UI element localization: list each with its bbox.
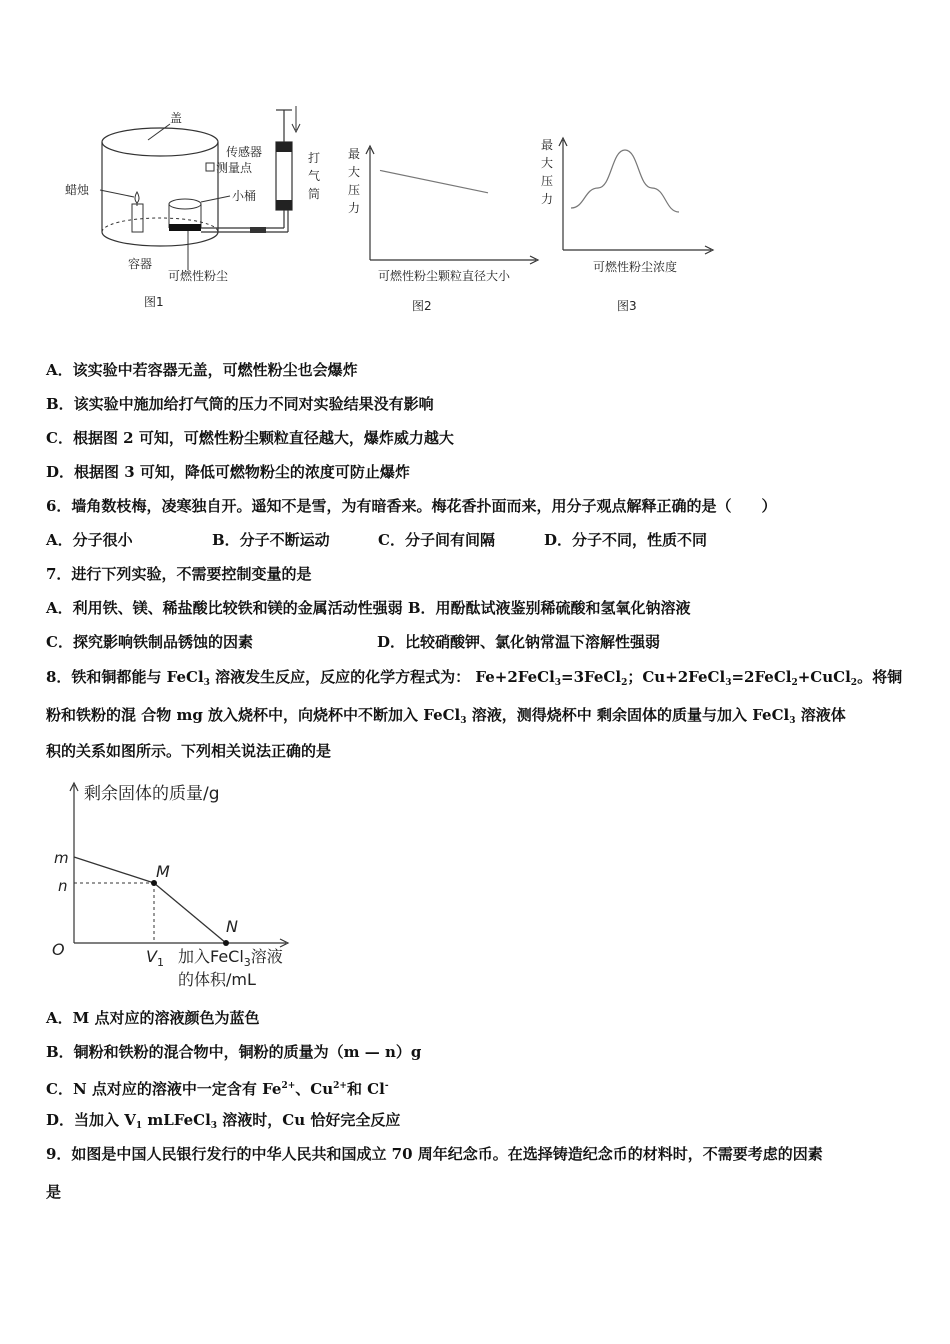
q7-option-c: C．探究影响铁制品锈蚀的因素 bbox=[46, 633, 253, 651]
q8-graph-segment-1 bbox=[74, 857, 154, 883]
q8-graph-v1-letter: V bbox=[146, 947, 157, 966]
q8-graph-ylabel: 剩余固体的质量/g bbox=[84, 784, 220, 804]
subscript: 3 bbox=[210, 1121, 218, 1131]
q8-graph-n-label: n bbox=[58, 877, 68, 895]
pump-label-2: 气 bbox=[308, 169, 321, 183]
superscript: - bbox=[384, 1081, 389, 1091]
figure-1-apparatus bbox=[60, 100, 340, 320]
q8-graph-xlabel-1 bbox=[178, 947, 283, 969]
sensor-label: 传感器 bbox=[226, 145, 263, 159]
fig3-ylabel-4: 力 bbox=[541, 192, 554, 206]
q6-option-d: D．分子不同，性质不同 bbox=[544, 531, 708, 549]
q8-option-c-text: 和 Cl bbox=[346, 1080, 385, 1098]
q9-stem-line-2: 是 bbox=[46, 1183, 62, 1201]
subscript: 3 bbox=[203, 678, 210, 688]
candle-label: 蜡烛 bbox=[65, 183, 90, 197]
q8-text: 溶液，测得烧杯中 剩余固体的质量与加入 FeCl bbox=[466, 706, 790, 724]
lid-label: 盖 bbox=[170, 111, 183, 125]
q8-graph-m-label: m bbox=[54, 849, 69, 867]
q8-stem-line-3: 积的关系如图所示。下列相关说法正确的是 bbox=[46, 742, 332, 760]
q8-graph-xlabel-1a: 加入FeCl bbox=[178, 947, 244, 966]
q8-text: =2FeCl bbox=[731, 668, 792, 686]
subscript: 3 bbox=[725, 678, 732, 688]
subscript: 2 bbox=[850, 678, 858, 688]
q6-option-a: A．分子很小 bbox=[46, 531, 133, 549]
fig2-ylabel-1: 最 bbox=[348, 147, 361, 161]
fig2-ylabel-2: 大 bbox=[348, 165, 361, 179]
q8-option-d-text: D．当加入 V bbox=[46, 1111, 136, 1129]
figure-1-caption: 图1 bbox=[144, 295, 164, 309]
q8-text: 溶液体 bbox=[795, 706, 846, 724]
fig2-xlabel: 可燃性粉尘颗粒直径大小 bbox=[378, 269, 511, 283]
q8-option-c-text: 、Cu bbox=[295, 1080, 334, 1098]
q7-options-ab: A．利用铁、镁、稀盐酸比较铁和镁的金属活动性强弱 B．用酚酞试液鉴别稀硫酸和氢氧化钠溶液 bbox=[46, 599, 691, 617]
q8-stem-line-1 bbox=[46, 667, 902, 693]
q8-graph-xlabel-2: 的体积/mL bbox=[178, 970, 256, 989]
figure-3-chart bbox=[535, 135, 715, 320]
q8-text: 。将铜 bbox=[857, 668, 903, 686]
q8-option-d bbox=[46, 1110, 400, 1136]
q8-text: 8．铁和铜都能与 FeCl bbox=[46, 668, 204, 686]
subscript: 3 bbox=[460, 716, 467, 726]
measure-point-label: 测量点 bbox=[216, 161, 253, 175]
q8-graph-xlabel-subscript: 3 bbox=[243, 956, 251, 969]
q8-option-b: B．铜粉和铁粉的混合物中，铜粉的质量为（m — n）g bbox=[46, 1043, 422, 1061]
fig2-series-line bbox=[380, 170, 488, 192]
fig2-ylabel-3: 压 bbox=[348, 183, 361, 197]
q9-stem-line-1: 9．如图是中国人民银行发行的中华人民共和国成立 70 周年纪念币。在选择铸造纪念币的材料时，不需要考虑的因素 bbox=[46, 1145, 823, 1163]
q7-option-d: D．比较硝酸钾、氯化钠常温下溶解性强弱 bbox=[377, 633, 661, 651]
bucket-label: 小桶 bbox=[232, 189, 257, 203]
subscript: 1 bbox=[135, 1121, 143, 1131]
container-top bbox=[102, 128, 218, 156]
superscript: 2+ bbox=[281, 1081, 296, 1091]
q8-option-a: A．M 点对应的溶液颜色为蓝色 bbox=[46, 1009, 260, 1027]
fig3-ylabel-1: 最 bbox=[541, 138, 554, 152]
figure-2-caption: 图2 bbox=[412, 299, 432, 313]
q8-graph-xlabel-1b: 溶液 bbox=[250, 947, 283, 966]
pump-label-3: 筒 bbox=[308, 187, 321, 201]
q7-options-cd bbox=[46, 632, 660, 652]
subscript: 3 bbox=[554, 678, 562, 688]
q6-stem: 6．墙角数枝梅，凌寒独自开。遥知不是雪，为有暗香来。梅花香扑面而来，用分子观点解释正确的是（ ） bbox=[46, 497, 777, 515]
q8-graph-segment-2 bbox=[154, 883, 226, 943]
fig2-ylabel-4: 力 bbox=[348, 201, 361, 215]
q8-graph-point-N-label: N bbox=[226, 917, 238, 936]
q8-text: +CuCl bbox=[797, 668, 851, 686]
q8-text: =3FeCl bbox=[561, 668, 622, 686]
q6-options bbox=[46, 530, 707, 550]
fig3-ylabel-3: 压 bbox=[541, 174, 554, 188]
q5-option-b: B．该实验中施加给打气筒的压力不同对实验结果没有影响 bbox=[46, 395, 434, 413]
fig3-ylabel-2: 大 bbox=[541, 156, 554, 170]
q6-option-c: C．分子间有间隔 bbox=[378, 531, 495, 549]
q8-graph-v1-subscript: 1 bbox=[156, 956, 164, 969]
fig3-xlabel: 可燃性粉尘浓度 bbox=[593, 260, 678, 274]
q8-option-c bbox=[46, 1076, 389, 1099]
q8-option-d-text: mLFeCl bbox=[142, 1111, 211, 1129]
subscript: 2 bbox=[791, 678, 798, 688]
pump-label-1: 打 bbox=[308, 151, 321, 165]
q7-stem: 7．进行下列实验，不需要控制变量的是 bbox=[46, 565, 312, 583]
container-label: 容器 bbox=[128, 257, 153, 271]
q8-graph-origin-label: O bbox=[52, 940, 65, 959]
subscript: 3 bbox=[789, 716, 796, 726]
q8-option-d-text: 溶液时，Cu 恰好完全反应 bbox=[217, 1111, 401, 1129]
q6-option-b: B．分子不断运动 bbox=[212, 531, 330, 549]
figure-q8-graph bbox=[44, 775, 344, 1000]
q8-option-c-text: C．N 点对应的溶液中一定含有 Fe bbox=[46, 1080, 282, 1098]
q8-text: 溶液发生反应，反应的化学方程式为： Fe+2FeCl bbox=[209, 668, 555, 686]
q5-option-d: D．根据图 3 可知，降低可燃物粉尘的浓度可防止爆炸 bbox=[46, 463, 410, 481]
q5-option-c: C．根据图 2 可知，可燃性粉尘颗粒直径越大，爆炸威力越大 bbox=[46, 429, 454, 447]
q8-graph-point-n bbox=[223, 940, 229, 946]
q8-graph-v1-label bbox=[146, 947, 164, 969]
q8-text: ；Cu+2FeCl bbox=[627, 668, 726, 686]
subscript: 2 bbox=[621, 678, 628, 688]
dust-label: 可燃性粉尘 bbox=[168, 269, 229, 283]
q8-graph-point-M-label: M bbox=[156, 862, 170, 881]
q8-stem-line-2 bbox=[46, 705, 846, 731]
figure-3-caption: 图3 bbox=[617, 299, 637, 313]
fig3-series-curve bbox=[571, 150, 679, 212]
figure-2-chart bbox=[340, 140, 540, 320]
q8-text: 粉和铁粉的混 合物 mg 放入烧杯中，向烧杯中不断加入 FeCl bbox=[46, 706, 461, 724]
q5-option-a: A．该实验中若容器无盖，可燃性粉尘也会爆炸 bbox=[46, 361, 358, 379]
superscript: 2+ bbox=[333, 1081, 347, 1091]
